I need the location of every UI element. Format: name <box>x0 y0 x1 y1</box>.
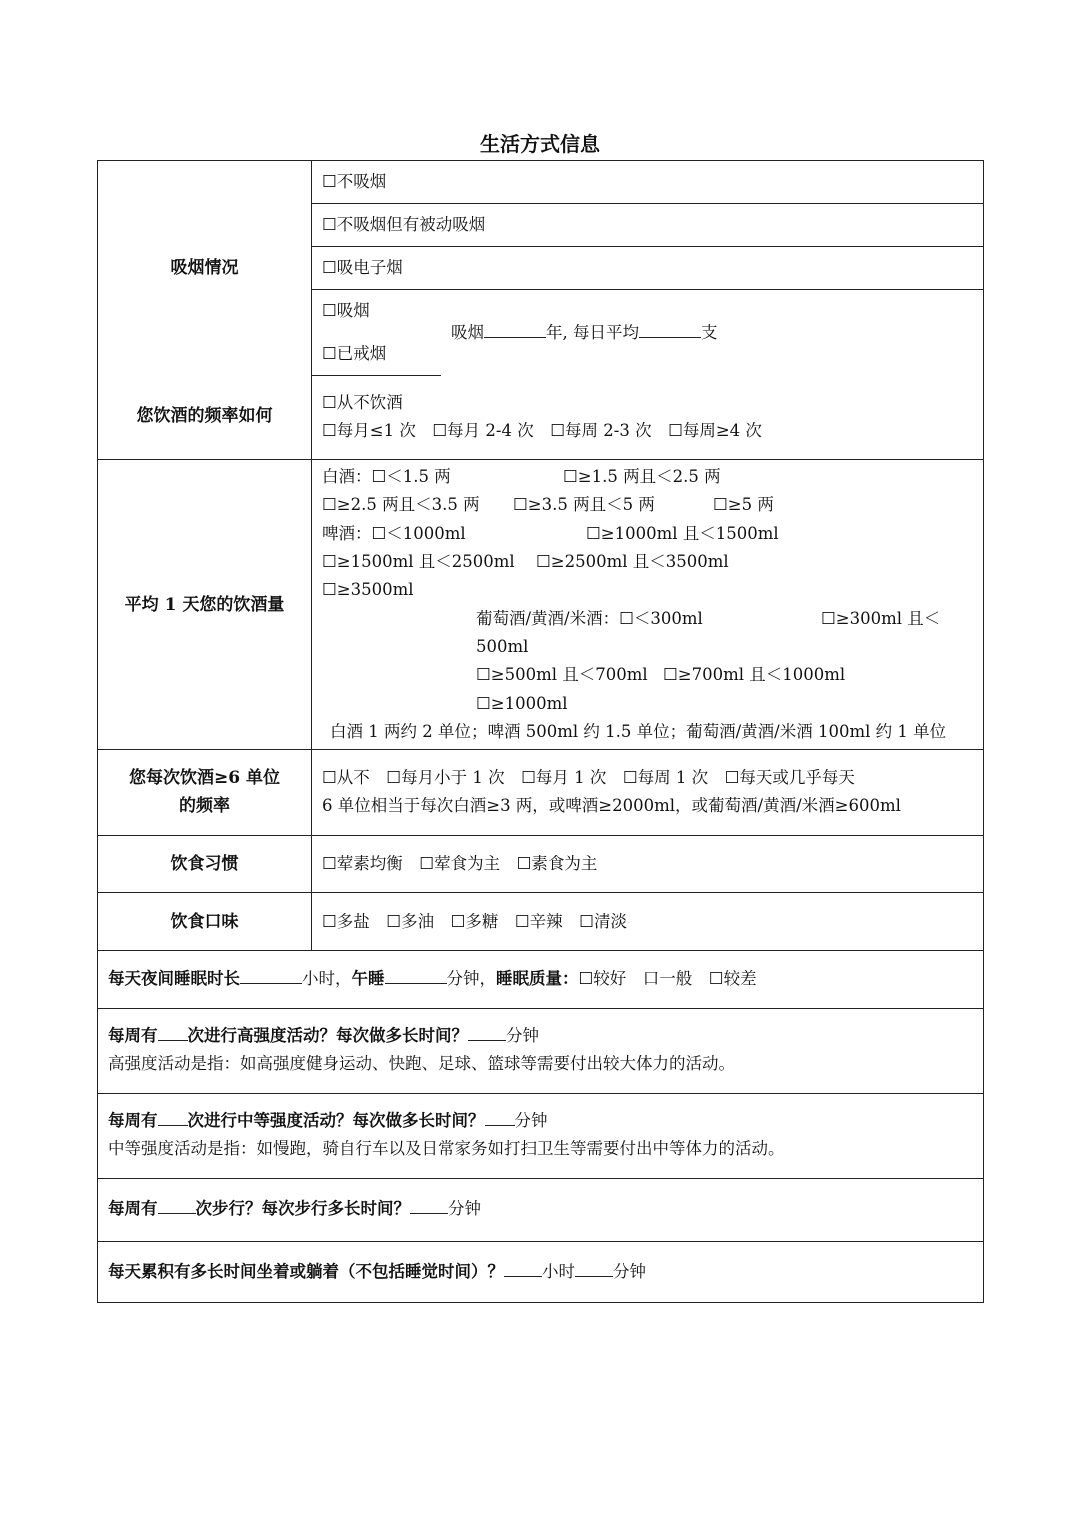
sleep-duration-label: 每天夜间睡眠时长 <box>108 969 240 988</box>
binge-label-line-2: 的频率 <box>179 796 230 816</box>
divider <box>98 749 983 750</box>
diet-habit-options[interactable]: ☐荤素均衡 ☐荤食为主 ☐素食为主 <box>322 854 598 873</box>
smoking-option-smoker[interactable]: ☐吸烟 <box>322 301 370 320</box>
wine-option-5[interactable]: ☐≥1000ml <box>476 694 568 713</box>
vigorous-minutes-input[interactable] <box>468 1022 506 1041</box>
divider <box>98 1178 983 1179</box>
divider <box>98 950 983 951</box>
page-title: 生活方式信息 <box>480 132 600 156</box>
sleep-question <box>108 965 757 993</box>
wine-option-3[interactable]: ☐≥500ml 且＜700ml <box>476 665 648 684</box>
sitting-minutes-unit: 分钟 <box>613 1262 646 1281</box>
divider <box>311 203 983 204</box>
divider <box>98 835 983 836</box>
sitting-minutes-input[interactable] <box>575 1258 613 1277</box>
binge-note: 6 单位相当于每次白酒≥3 两，或啤酒≥2000ml，或葡萄酒/黄酒/米酒≥600ml <box>322 796 901 815</box>
binge-label-line-1: 您每次饮酒≥6 单位 <box>129 768 280 788</box>
beer-option-3[interactable]: ☐≥1500ml 且＜2500ml <box>322 552 515 571</box>
divider <box>311 289 983 290</box>
sitting-q-text: 每天累积有多长时间坐着或躺着（不包括睡觉时间）？ <box>108 1262 504 1281</box>
binge-options[interactable]: ☐从不 ☐每月小于 1 次 ☐每月 1 次 ☐每周 1 次 ☐每天或几乎每天 <box>322 768 855 787</box>
smoking-years-mid: 年, 每日平均 <box>546 323 639 342</box>
sleep-quality-label: 睡眠质量： <box>496 969 579 988</box>
baijiu-option-3[interactable]: ☐≥2.5 两且＜3.5 两 <box>322 495 480 514</box>
divider <box>98 892 983 893</box>
column-divider <box>311 161 312 950</box>
moderate-minutes-input[interactable] <box>485 1107 515 1126</box>
walking-question <box>108 1195 481 1223</box>
beer-option-5[interactable]: ☐≥3500ml <box>322 580 414 599</box>
baijiu-option-2[interactable]: ☐≥1.5 两且＜2.5 两 <box>563 467 721 486</box>
sitting-hours-input[interactable] <box>504 1258 542 1277</box>
walking-times-input[interactable] <box>158 1195 196 1214</box>
baijiu-option-5[interactable]: ☐≥5 两 <box>713 495 774 514</box>
moderate-question <box>108 1107 548 1135</box>
unit-conversion-note: 白酒 1 两约 2 单位；啤酒 500ml 约 1.5 单位；葡萄酒/黄酒/米酒 100ml 约 1 单位 <box>330 722 947 741</box>
walking-minutes-input[interactable] <box>410 1195 448 1214</box>
vigorous-q-mid: 次进行高强度活动？每次做多长时间？ <box>187 1026 468 1045</box>
baijiu-option-4[interactable]: ☐≥3.5 两且＜5 两 <box>513 495 655 514</box>
binge-frequency-label <box>98 764 311 820</box>
sitting-hours-unit: 小时 <box>542 1262 575 1281</box>
divider <box>311 246 983 247</box>
moderate-times-input[interactable] <box>158 1107 188 1126</box>
daily-amount-label: 平均 1 天您的饮酒量 <box>124 595 285 615</box>
wine-option-4[interactable]: ☐≥700ml 且＜1000ml <box>663 665 846 684</box>
divider <box>311 375 441 376</box>
sitting-question <box>108 1258 646 1286</box>
drink-option-never[interactable]: ☐从不饮酒 <box>322 393 403 412</box>
moderate-minutes-unit: 分钟 <box>514 1111 548 1130</box>
beer-option-4[interactable]: ☐≥2500ml 且＜3500ml <box>536 552 729 571</box>
wine-option-1[interactable]: 葡萄酒/黄酒/米酒：☐＜300ml <box>476 609 703 628</box>
smoking-years-input[interactable] <box>484 319 546 338</box>
smoking-label: 吸烟情况 <box>170 258 239 278</box>
divider <box>98 1241 983 1242</box>
nap-minutes-input[interactable] <box>385 965 447 984</box>
vigorous-note: 高强度活动是指：如高强度健身运动、快跑、足球、篮球等需要付出较大体力的活动。 <box>108 1054 735 1073</box>
moderate-note: 中等强度活动是指：如慢跑，骑自行车以及日常家务如打扫卫生等需要付出中等体力的活动。 <box>108 1139 785 1158</box>
drink-frequency-label: 您饮酒的频率如何 <box>136 406 273 426</box>
beer-option-2[interactable]: ☐≥1000ml 且＜1500ml <box>586 524 779 543</box>
walking-q-mid: 次步行？每次步行多长时间？ <box>195 1199 410 1218</box>
wine-option-2-continued: 500ml <box>476 637 529 656</box>
smoking-option-passive[interactable]: ☐不吸烟但有被动吸烟 <box>322 215 486 234</box>
vigorous-minutes-unit: 分钟 <box>506 1026 539 1045</box>
smoking-daily-input[interactable] <box>639 319 701 338</box>
walking-q-prefix: 每周有 <box>108 1199 158 1218</box>
divider <box>98 1008 983 1009</box>
sleep-hours-unit: 小时， <box>302 969 352 988</box>
smoking-option-quit[interactable]: ☐已戒烟 <box>322 344 387 363</box>
nap-label: 午睡 <box>351 969 385 988</box>
smoking-option-none[interactable]: ☐不吸烟 <box>322 172 387 191</box>
vigorous-times-input[interactable] <box>158 1022 188 1041</box>
sleep-quality-options[interactable]: ☐较好 口一般 ☐较差 <box>578 969 757 988</box>
sleep-hours-input[interactable] <box>240 965 302 984</box>
vigorous-q-prefix: 每周有 <box>108 1026 158 1045</box>
beer-option-1[interactable]: 啤酒：☐＜1000ml <box>322 524 466 543</box>
divider <box>98 1093 983 1094</box>
smoking-option-ecig[interactable]: ☐吸电子烟 <box>322 258 403 277</box>
diet-habit-label: 饮食习惯 <box>170 854 239 874</box>
smoking-years-prefix: 吸烟 <box>451 323 484 342</box>
nap-minutes-unit: 分钟， <box>446 969 496 988</box>
taste-options[interactable]: ☐多盐 ☐多油 ☐多糖 ☐辛辣 ☐清淡 <box>322 912 627 931</box>
baijiu-option-1[interactable]: 白酒：☐＜1.5 两 <box>322 467 451 486</box>
divider <box>98 459 983 460</box>
smoking-daily-suffix: 支 <box>701 323 718 342</box>
vigorous-question <box>108 1022 539 1050</box>
taste-label: 饮食口味 <box>170 912 239 932</box>
wine-option-2[interactable]: ☐≥300ml 且＜ <box>821 609 941 628</box>
drink-frequency-options[interactable]: ☐每月≤1 次 ☐每月 2-4 次 ☐每周 2-3 次 ☐每周≥4 次 <box>322 421 762 440</box>
moderate-q-mid: 次进行中等强度活动？每次做多长时间？ <box>187 1111 485 1130</box>
lifestyle-form <box>97 160 984 1303</box>
walking-minutes-unit: 分钟 <box>448 1199 481 1218</box>
moderate-q-prefix: 每周有 <box>108 1111 158 1130</box>
smoking-years-line <box>451 319 718 347</box>
